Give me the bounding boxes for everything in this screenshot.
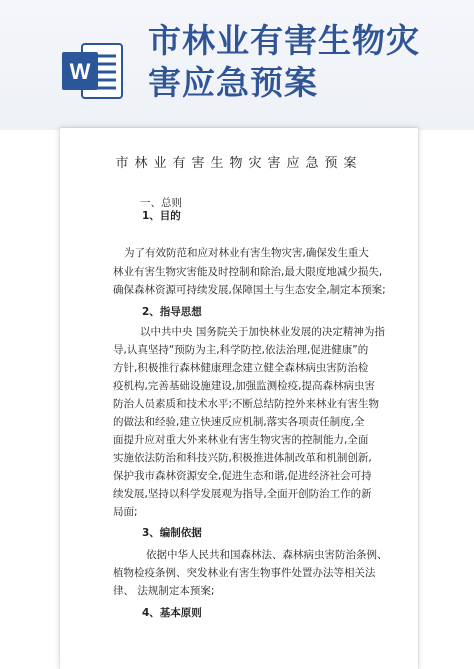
body-line: 方针,积极推行森林健康理念建立健全森林病虫害防治检 — [113, 362, 369, 374]
body-line: 一、总则 — [140, 197, 182, 209]
body-line: 的做法和经验,建立快速反应机制,落实各项责任制度,全 — [113, 416, 365, 428]
word-document-icon — [60, 38, 126, 104]
body-line: 实施依法防治和科技兴防,积极推进体制改革和机制创新, — [113, 452, 372, 464]
body-line: 防治人员素质和技术水平;不断总结防控外来林业有害生物 — [113, 398, 380, 410]
body-line: 导,认真坚持“预防为主,科学防控,依法治理,促进健康”的 — [113, 344, 369, 356]
body-line: 续发展,坚持以科学发展观为指导,全面开创防治工作的新 — [113, 488, 372, 500]
body-line: 面提升应对重大外来林业有害生物灾害的控制能力,全面 — [113, 434, 369, 446]
document-page — [60, 128, 418, 669]
body-line: 律、 法规制定本预案; — [113, 585, 215, 597]
section-heading: 1、目的 — [142, 210, 181, 222]
body-line: 依据中华人民共和国森林法、森林病虫害防治条例、 — [146, 549, 388, 561]
banner-title-line-1: 市林业有害生物灾 — [148, 21, 420, 60]
body-line: 局面; — [113, 506, 138, 518]
section-heading: 4、基本原则 — [142, 607, 202, 619]
body-line: 为了有效防范和应对林业有害生物灾害,确保发生重大 — [124, 247, 369, 259]
body-line: 植物检疫条例、突发林业有害生物事件处置办法等相关法 — [113, 567, 376, 579]
body-line: 疫机构,完善基础设施建设,加强监测检疫,提高森林病虫害 — [113, 380, 376, 392]
body-line: 林业有害生物灾害能及时控制和除治,最大限度地减少损失, — [113, 266, 383, 278]
section-heading: 3、编制依据 — [142, 527, 202, 539]
body-line: 确保森林资源可持续发展,保障国土与生态安全,制定本预案; — [113, 284, 386, 296]
word-logo-letter: W — [69, 59, 91, 84]
body-line: 以中共中央 国务院关于加快林业发展的决定精神为指 — [140, 326, 385, 338]
banner-title — [148, 20, 458, 104]
header-banner — [0, 0, 474, 130]
body-line: 保护我市森林资源安全,促进生态和谐,促进经济社会可持 — [113, 470, 372, 482]
document-title: 市林业有害生物灾害应急预案 — [115, 156, 363, 171]
banner-title-line-2: 害应急预案 — [148, 63, 318, 102]
section-heading: 2、指导思想 — [142, 306, 202, 318]
